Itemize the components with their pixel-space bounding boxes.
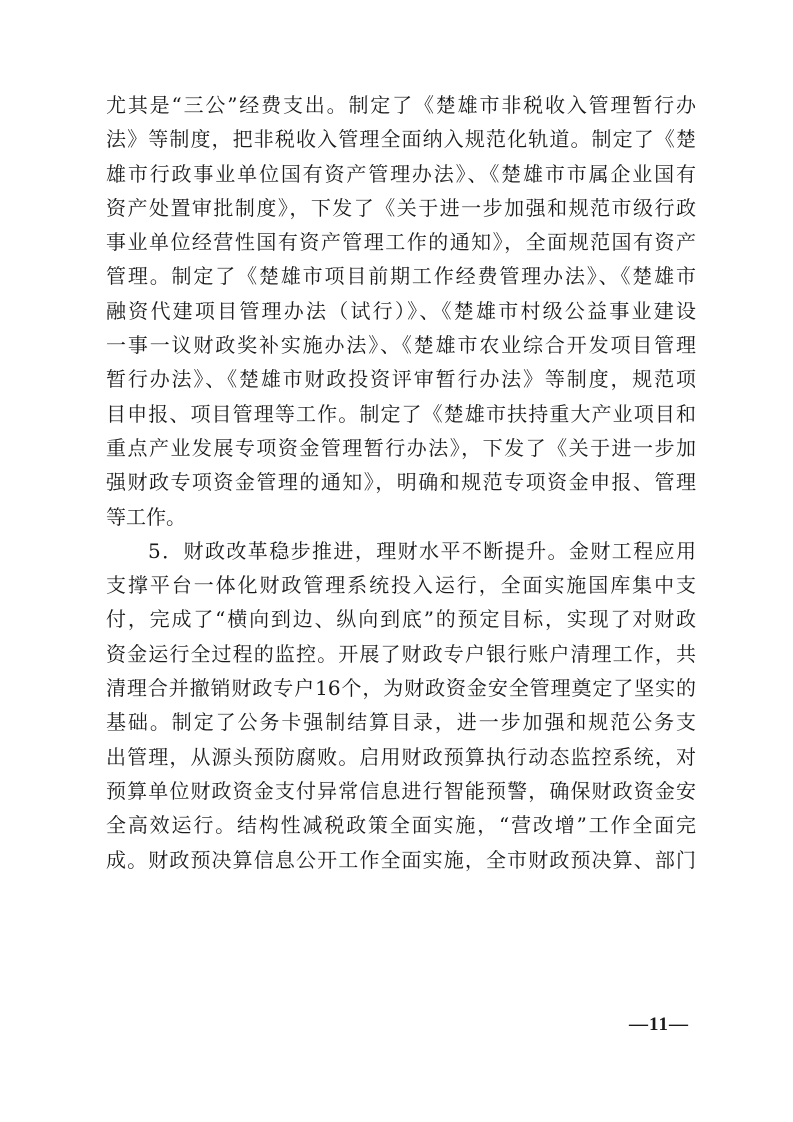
text-line: 资金运行全过程的监控。开展了财政专户银行账户清理工作，共 (106, 641, 696, 666)
text-line: 全高效运行。结构性减税政策全面实施，“营改增”工作全面完 (106, 813, 696, 838)
text-line: 一事一议财政奖补实施办法》、《楚雄市农业综合开发项目管理 (106, 333, 696, 358)
text-line: 法》等制度，把非税收入管理全面纳入规范化轨道。制定了《楚 (106, 127, 696, 152)
paragraph-asset-management (106, 88, 696, 534)
text-line: 强财政专项资金管理的通知》，明确和规范专项资金申报、管理 (106, 470, 696, 495)
text-line: 预算单位财政资金支付异常信息进行智能预警，确保财政资金安 (106, 778, 696, 803)
text-line: 资产处置审批制度》，下发了《关于进一步加强和规范市级行政 (106, 195, 696, 220)
text-line: 清理合并撤销财政专户16个，为财政资金安全管理奠定了坚实的 (106, 676, 696, 701)
text-line: 支撑平台一体化财政管理系统投入运行，全面实施国库集中支 (106, 573, 696, 598)
page-number: —11— (629, 1014, 689, 1035)
text-line: 事业单位经营性国有资产管理工作的通知》，全面规范国有资产 (106, 230, 696, 255)
text-line: 重点产业发展专项资金管理暂行办法》，下发了《关于进一步加 (106, 435, 696, 460)
text-line: 暂行办法》、《楚雄市财政投资评审暂行办法》等制度，规范项 (106, 367, 696, 392)
text-line: 付，完成了“横向到边、纵向到底”的预定目标，实现了对财政 (106, 607, 696, 632)
document-body (106, 88, 696, 877)
text-line: 管理。制定了《楚雄市项目前期工作经费管理办法》、《楚雄市 (106, 264, 696, 289)
text-line: 目申报、项目管理等工作。制定了《楚雄市扶持重大产业项目和 (106, 401, 696, 426)
text-line: 出管理，从源头预防腐败。启用财政预算执行动态监控系统，对 (106, 744, 696, 769)
text-line: 基础。制定了公务卡强制结算目录，进一步加强和规范公务支 (106, 710, 696, 735)
text-line: 融资代建项目管理办法（试行）》、《楚雄市村级公益事业建设 (106, 298, 696, 323)
text-line: 尤其是“三公”经费支出。制定了《楚雄市非税收入管理暂行办 (106, 93, 696, 117)
text-line: 成。财政预决算信息公开工作全面实施，全市财政预决算、部门 (106, 847, 696, 872)
text-line: 等工作。 (106, 504, 186, 529)
paragraph-fiscal-reform (106, 534, 696, 877)
text-line: 雄市行政事业单位国有资产管理办法》、《楚雄市市属企业国有 (106, 161, 696, 186)
text-line: 5．财政改革稳步推进，理财水平不断提升。金财工程应用 (148, 538, 696, 563)
